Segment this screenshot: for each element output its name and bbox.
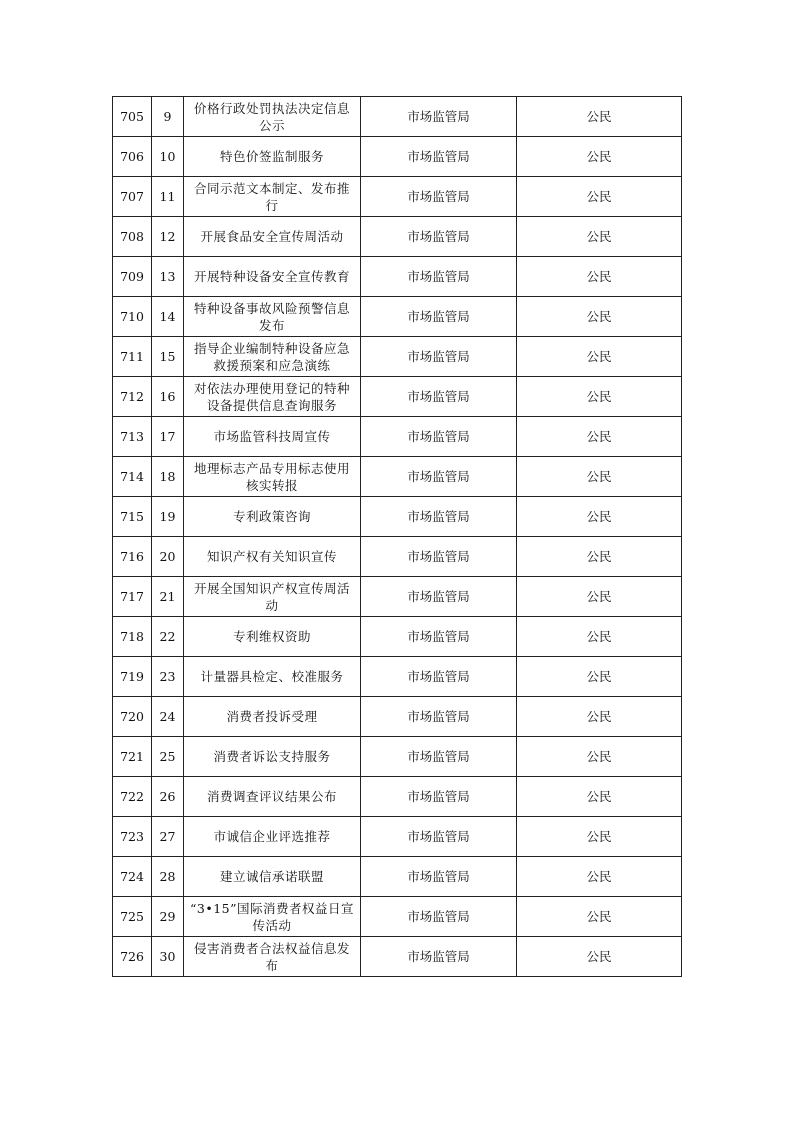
- row-name-cell: “3•15”国际消费者权益日宣传活动: [184, 897, 361, 937]
- row-target-cell: 公民: [517, 577, 682, 617]
- row-dept-cell: 市场监管局: [361, 257, 517, 297]
- table-row: [113, 737, 682, 777]
- row-sub-cell: 22: [152, 617, 184, 657]
- row-name-cell: 消费者诉讼支持服务: [184, 737, 361, 777]
- row-sub-cell: 18: [152, 457, 184, 497]
- row-seq-cell: 707: [113, 177, 152, 217]
- row-seq-cell: 722: [113, 777, 152, 817]
- row-seq-cell: 711: [113, 337, 152, 377]
- row-name-cell: 指导企业编制特种设备应急救援预案和应急演练: [184, 337, 361, 377]
- row-name-cell: 特种设备事故风险预警信息发布: [184, 297, 361, 337]
- row-name-cell: 知识产权有关知识宣传: [184, 537, 361, 577]
- table-row: [113, 177, 682, 217]
- row-name-cell: 特色价签监制服务: [184, 137, 361, 177]
- row-target-cell: 公民: [517, 737, 682, 777]
- table-row: [113, 777, 682, 817]
- row-name-cell: 市场监管科技周宣传: [184, 417, 361, 457]
- row-target-cell: 公民: [517, 217, 682, 257]
- row-seq-cell: 716: [113, 537, 152, 577]
- row-seq-cell: 723: [113, 817, 152, 857]
- row-target-cell: 公民: [517, 697, 682, 737]
- row-name-cell: 地理标志产品专用标志使用核实转报: [184, 457, 361, 497]
- row-sub-cell: 24: [152, 697, 184, 737]
- row-sub-cell: 16: [152, 377, 184, 417]
- row-seq-cell: 717: [113, 577, 152, 617]
- row-dept-cell: 市场监管局: [361, 817, 517, 857]
- row-target-cell: 公民: [517, 657, 682, 697]
- table-row: [113, 257, 682, 297]
- row-target-cell: 公民: [517, 177, 682, 217]
- row-dept-cell: 市场监管局: [361, 137, 517, 177]
- table-row: [113, 417, 682, 457]
- public-service-table: [112, 96, 682, 977]
- row-dept-cell: 市场监管局: [361, 97, 517, 137]
- row-dept-cell: 市场监管局: [361, 697, 517, 737]
- row-target-cell: 公民: [517, 377, 682, 417]
- table-row: [113, 97, 682, 137]
- table-row: [113, 377, 682, 417]
- row-sub-cell: 26: [152, 777, 184, 817]
- row-sub-cell: 27: [152, 817, 184, 857]
- row-seq-cell: 712: [113, 377, 152, 417]
- table-row: [113, 857, 682, 897]
- table-row: [113, 817, 682, 857]
- row-target-cell: 公民: [517, 817, 682, 857]
- row-seq-cell: 721: [113, 737, 152, 777]
- row-dept-cell: 市场监管局: [361, 657, 517, 697]
- row-dept-cell: 市场监管局: [361, 737, 517, 777]
- row-target-cell: 公民: [517, 537, 682, 577]
- table-row: [113, 617, 682, 657]
- row-target-cell: 公民: [517, 457, 682, 497]
- row-sub-cell: 28: [152, 857, 184, 897]
- table-row: [113, 337, 682, 377]
- row-seq-cell: 705: [113, 97, 152, 137]
- table-row: [113, 657, 682, 697]
- row-seq-cell: 713: [113, 417, 152, 457]
- row-target-cell: 公民: [517, 417, 682, 457]
- row-sub-cell: 11: [152, 177, 184, 217]
- row-name-cell: 对依法办理使用登记的特种设备提供信息查询服务: [184, 377, 361, 417]
- row-name-cell: 专利维权资助: [184, 617, 361, 657]
- row-seq-cell: 726: [113, 937, 152, 977]
- row-name-cell: 市诚信企业评选推荐: [184, 817, 361, 857]
- row-target-cell: 公民: [517, 257, 682, 297]
- row-dept-cell: 市场监管局: [361, 217, 517, 257]
- row-sub-cell: 25: [152, 737, 184, 777]
- row-sub-cell: 20: [152, 537, 184, 577]
- row-target-cell: 公民: [517, 617, 682, 657]
- row-sub-cell: 23: [152, 657, 184, 697]
- row-seq-cell: 710: [113, 297, 152, 337]
- table-row: [113, 537, 682, 577]
- row-sub-cell: 13: [152, 257, 184, 297]
- row-seq-cell: 719: [113, 657, 152, 697]
- table-row: [113, 297, 682, 337]
- row-target-cell: 公民: [517, 897, 682, 937]
- table-row: [113, 937, 682, 977]
- row-target-cell: 公民: [517, 97, 682, 137]
- row-name-cell: 价格行政处罚执法决定信息公示: [184, 97, 361, 137]
- row-name-cell: 开展全国知识产权宣传周活动: [184, 577, 361, 617]
- row-dept-cell: 市场监管局: [361, 417, 517, 457]
- row-seq-cell: 715: [113, 497, 152, 537]
- row-target-cell: 公民: [517, 777, 682, 817]
- row-dept-cell: 市场监管局: [361, 177, 517, 217]
- row-sub-cell: 17: [152, 417, 184, 457]
- row-target-cell: 公民: [517, 857, 682, 897]
- row-dept-cell: 市场监管局: [361, 497, 517, 537]
- row-seq-cell: 709: [113, 257, 152, 297]
- row-dept-cell: 市场监管局: [361, 377, 517, 417]
- table-row: [113, 137, 682, 177]
- row-name-cell: 计量器具检定、校准服务: [184, 657, 361, 697]
- row-dept-cell: 市场监管局: [361, 337, 517, 377]
- row-dept-cell: 市场监管局: [361, 937, 517, 977]
- table-row: [113, 457, 682, 497]
- table-row: [113, 497, 682, 537]
- row-name-cell: 消费调查评议结果公布: [184, 777, 361, 817]
- row-dept-cell: 市场监管局: [361, 857, 517, 897]
- row-dept-cell: 市场监管局: [361, 577, 517, 617]
- row-target-cell: 公民: [517, 497, 682, 537]
- row-dept-cell: 市场监管局: [361, 617, 517, 657]
- row-sub-cell: 9: [152, 97, 184, 137]
- row-sub-cell: 12: [152, 217, 184, 257]
- row-dept-cell: 市场监管局: [361, 897, 517, 937]
- row-seq-cell: 714: [113, 457, 152, 497]
- row-sub-cell: 30: [152, 937, 184, 977]
- row-target-cell: 公民: [517, 297, 682, 337]
- table-row: [113, 577, 682, 617]
- row-name-cell: 消费者投诉受理: [184, 697, 361, 737]
- row-dept-cell: 市场监管局: [361, 297, 517, 337]
- row-seq-cell: 725: [113, 897, 152, 937]
- row-seq-cell: 718: [113, 617, 152, 657]
- row-seq-cell: 720: [113, 697, 152, 737]
- row-seq-cell: 708: [113, 217, 152, 257]
- row-name-cell: 建立诚信承诺联盟: [184, 857, 361, 897]
- table-body: [113, 97, 682, 977]
- row-seq-cell: 706: [113, 137, 152, 177]
- row-target-cell: 公民: [517, 937, 682, 977]
- row-name-cell: 开展特种设备安全宣传教育: [184, 257, 361, 297]
- row-sub-cell: 14: [152, 297, 184, 337]
- row-dept-cell: 市场监管局: [361, 457, 517, 497]
- row-name-cell: 专利政策咨询: [184, 497, 361, 537]
- table-row: [113, 697, 682, 737]
- row-sub-cell: 19: [152, 497, 184, 537]
- row-target-cell: 公民: [517, 337, 682, 377]
- row-seq-cell: 724: [113, 857, 152, 897]
- row-sub-cell: 21: [152, 577, 184, 617]
- row-dept-cell: 市场监管局: [361, 777, 517, 817]
- row-sub-cell: 10: [152, 137, 184, 177]
- table-row: [113, 897, 682, 937]
- row-dept-cell: 市场监管局: [361, 537, 517, 577]
- row-target-cell: 公民: [517, 137, 682, 177]
- row-sub-cell: 29: [152, 897, 184, 937]
- table-row: [113, 217, 682, 257]
- row-sub-cell: 15: [152, 337, 184, 377]
- row-name-cell: 合同示范文本制定、发布推行: [184, 177, 361, 217]
- row-name-cell: 侵害消费者合法权益信息发布: [184, 937, 361, 977]
- row-name-cell: 开展食品安全宣传周活动: [184, 217, 361, 257]
